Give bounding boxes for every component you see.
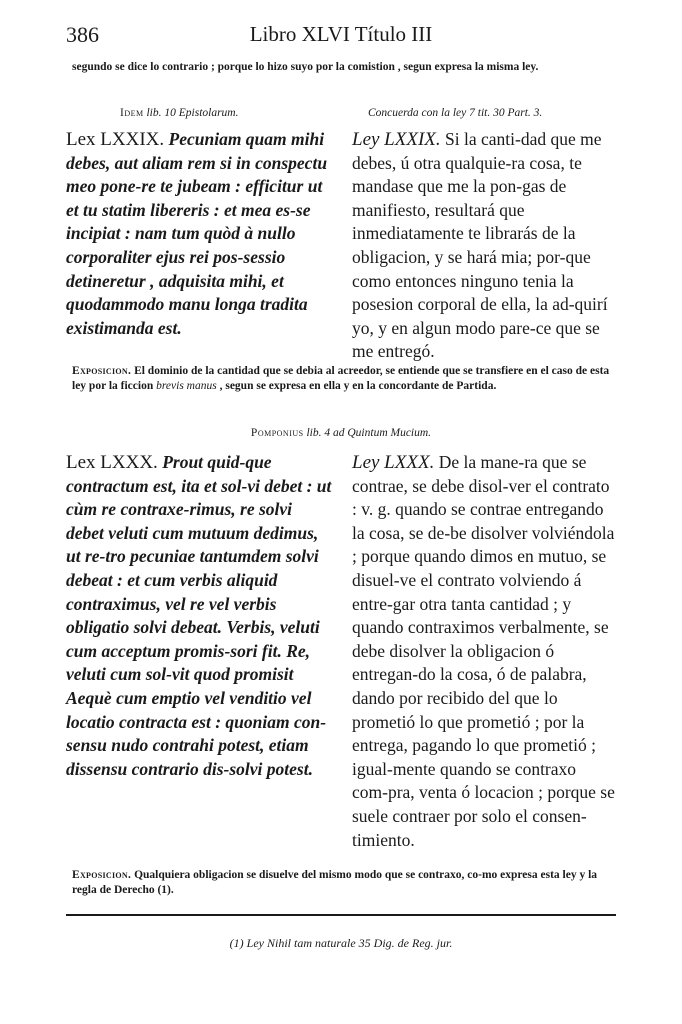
exposicion-text-end: , segun se expresa en ella y en la concordante de Partida. bbox=[219, 379, 497, 392]
exposicion-text: Qualquiera obligacion se disuelve del mismo modo que se contraxo, co-mo expresa esta ley y la regla de Derecho (1). bbox=[72, 869, 598, 896]
intro-text: segundo se dice lo contrario ; porque lo hizo suyo por la comistion , segun expresa la misma ley. bbox=[72, 61, 539, 73]
law-text: Prout quid-que contractum est, ita et sol-vi debet : ut cùm re contraxe-rimus, re solvi debet veluti cum mutuum dedimus, ut re-tro pecuniae tantumdem solvi debeat : et cum verbis aliquid contraximus, vel re vel verbis obligatio solvi debeat. Verbis, veluti cum acceptum promis-sori fit. Re, veluti cum sol-vit quod promisit Aequè cum emptio vel venditio vel locatio contracta est : quoniam con-sensu nudo contrahi potest, etiam dissensu contrario dis-solvi potest. bbox=[66, 452, 332, 779]
exposicion-80 bbox=[72, 868, 618, 897]
footnote: (1) Ley Nihil tam naturale 35 Dig. de Reg. jur. bbox=[229, 936, 453, 950]
law-heading: Lex LXXX. bbox=[66, 452, 158, 473]
concordance-heading: Concuerda con la ley 7 tit. 30 Part. 3. bbox=[368, 107, 543, 119]
exposicion-text: El dominio de la cantidad que se debia al acreedor, se entiende que se transfiere en el caso de esta ley por la ficcion bbox=[72, 365, 610, 392]
source-work: lib. 4 ad Quintum Mucium. bbox=[306, 427, 432, 439]
exposicion-label: Exposicion. bbox=[72, 869, 132, 881]
law-heading: Ley LXXX. bbox=[352, 452, 435, 473]
source-work: lib. 10 Epistolarum. bbox=[146, 107, 239, 119]
exposicion-label: Exposicion. bbox=[72, 365, 132, 377]
exposicion-79 bbox=[72, 364, 618, 393]
latin-law-80 bbox=[66, 451, 334, 781]
exposicion-italic: brevis manus bbox=[156, 379, 217, 392]
latin-law-79 bbox=[66, 128, 334, 340]
page-number: 386 bbox=[66, 22, 99, 47]
spanish-law-79 bbox=[352, 128, 616, 364]
running-title: Libro XLVI Título III bbox=[249, 22, 433, 46]
spanish-law-80 bbox=[352, 451, 616, 852]
law-text: Pecuniam quam mihi debes, aut aliam rem si in conspectu meo pone-re te jubeam : efficitur ut et tu statim libereris : et mea es-se incipiat : nam tum quòd à nullo corporaliter ejus rei pos-sessio detineretur , adquisita mihi, et quodammodo manu longa tradita existimanda est. bbox=[66, 129, 328, 338]
footnote-divider bbox=[66, 914, 616, 916]
page-header bbox=[66, 22, 616, 48]
law-text: Si la canti-dad que me debes, ú otra qualquie-ra cosa, te mandase que me la pon-gas de manifiesto, resultará que inmediatamente te librarás de la obligacion, y se hará mia; por-que como entonces ninguno tenia la posesion corporal de ella, la ad-quirí yo, y en algun modo pare-ce que se me entregó. bbox=[352, 129, 608, 362]
source-heading-center bbox=[0, 427, 682, 439]
source-author: Idem bbox=[120, 107, 144, 119]
law-text: De la mane-ra que se contrae, se debe disol-ver el contrato : v. g. quando se contrae entregando la cosa, se de-be disolver volviéndola ; porque quando dimos en mutuo, se disuel-ve el contrato volviendo á entre-gar otra tanta cantidad ; y quando contraximos verbalmente, se debe disolver la obligacion ó entregan-do la cosa, ó de palabra, dando por recibido del que lo prometió lo que prometió ; por la entrega, pagando lo que prometió ; igual-mente quando se contraxo com-pra, venta ó locacion ; porque se suele contraer por solo el consen-timiento. bbox=[352, 452, 615, 850]
law-heading: Ley LXXIX. bbox=[352, 129, 441, 150]
law-heading: Lex LXXIX. bbox=[66, 129, 165, 150]
source-heading-left bbox=[120, 106, 239, 120]
source-author: Pomponius bbox=[250, 427, 304, 439]
